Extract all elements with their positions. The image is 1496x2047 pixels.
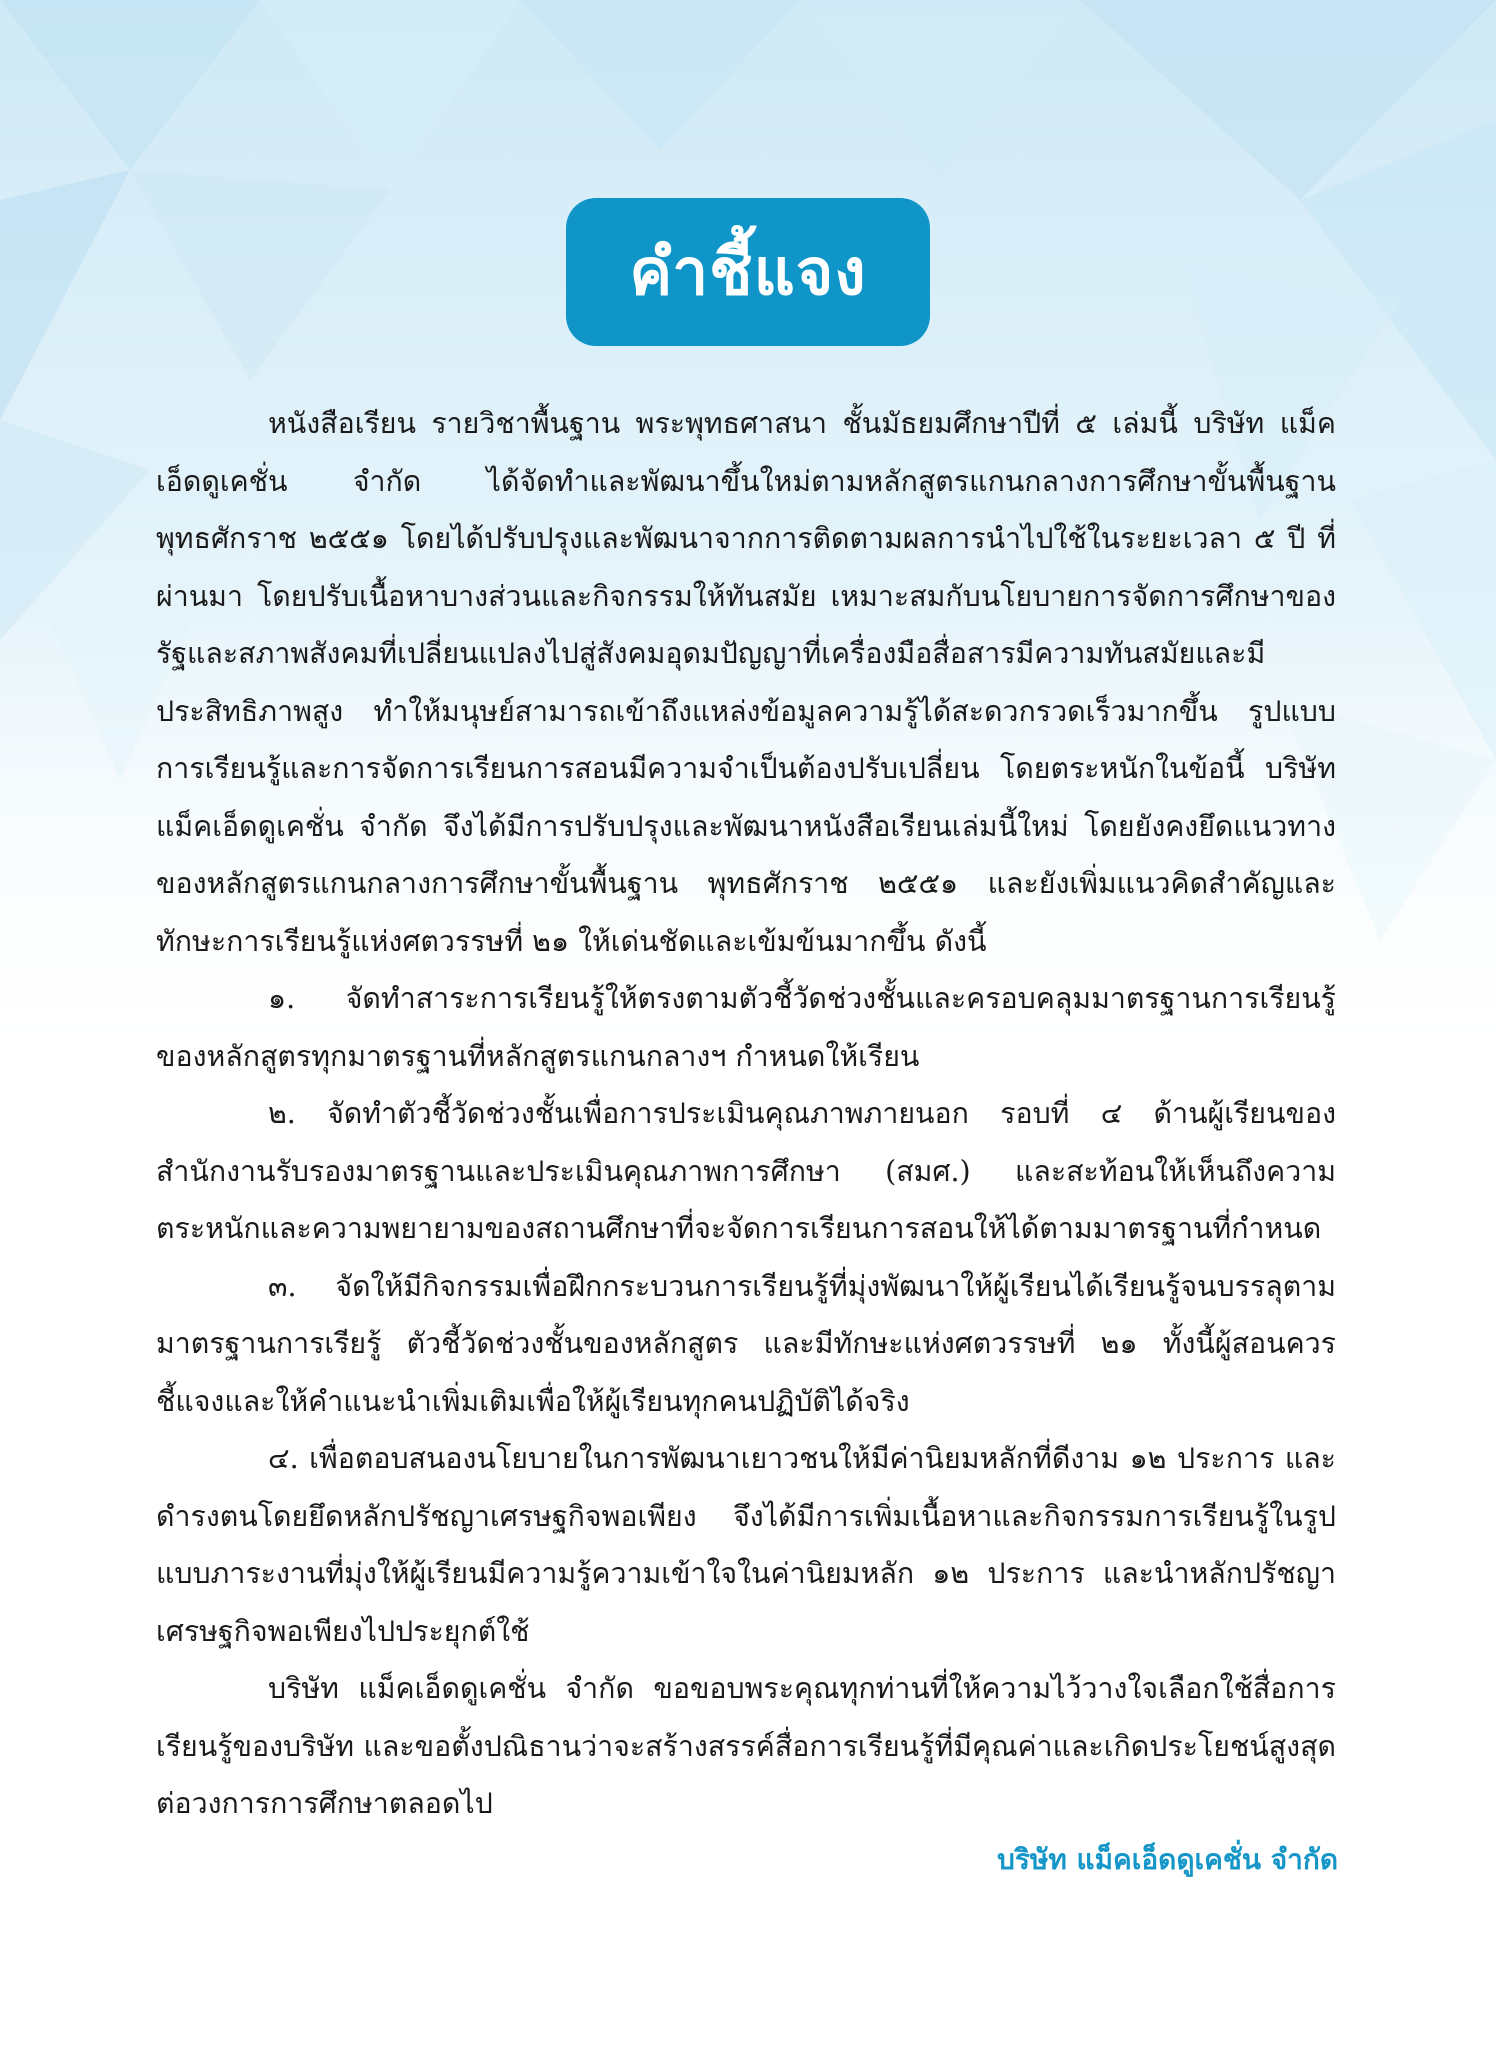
title-banner — [566, 198, 930, 346]
list-item: ๔. เพื่อตอบสนองนโยบายในการพัฒนาเยาวชนให้มีค่านิยมหลักที่ดีงาม ๑๒ ประการ และดำรงตนโดยยึดหลักปรัชญาเศรษฐกิจพอเพียง จึงได้มีการเพิ่มเนื้อหาและกิจกรรมการเรียนรู้ในรูปแบบภาระงานที่มุ่งให้ผู้เรียนมีความรู้ความเข้าใจในค่านิยมหลัก ๑๒ ประการ และนำหลักปรัชญาเศรษฐกิจพอเพียงไปประยุกต์ใช้ — [156, 1442, 1336, 1648]
company-signature: บริษัท แม็คเอ็ดดูเคชั่น จำกัด — [997, 1843, 1338, 1876]
page-title: คำชี้แจง — [629, 236, 867, 310]
list-item: ๓. จัดให้มีกิจกรรมเพื่อฝึกกระบวนการเรียนรู้ที่มุ่งพัฒนาให้ผู้เรียนได้เรียนรู้จนบรรลุตามมาตรฐานการเรียรู้ ตัวชี้วัดช่วงชั้นของหลักสูตร และมีทักษะแห่งศตวรรษที่ ๒๑ ทั้งนี้ผู้สอนควรชี้แจงและให้คำแนะนำเพิ่มเติมเพื่อให้ผู้เรียนทุกคนปฏิบัติได้จริง — [156, 1269, 1336, 1418]
list-item: ๑. จัดทำสาระการเรียนรู้ให้ตรงตามตัวชี้วัดช่วงชั้นและครอบคลุมมาตรฐานการเรียนรู้ของหลักสูตรทุกมาตรฐานที่หลักสูตรแกนกลางฯ กำหนดให้เรียน — [156, 982, 1336, 1073]
closing-paragraph: บริษัท แม็คเอ็ดดูเคชั่น จำกัด ขอขอบพระคุณทุกท่านที่ให้ความไว้วางใจเลือกใช้สื่อการเรียนรู้ของบริษัท และขอตั้งปณิธานว่าจะสร้างสรรค์สื่อการเรียนรู้ที่มีคุณค่าและเกิดประโยชน์สูงสุดต่อวงการการศึกษาตลอดไป — [156, 1672, 1336, 1820]
list-item: ๒. จัดทำตัวชี้วัดช่วงชั้นเพื่อการประเมินคุณภาพภายนอก รอบที่ ๔ ด้านผู้เรียนของสำนักงานรับรองมาตรฐานและประเมินคุณภาพการศึกษา (สมศ.) และสะท้อนให้เห็นถึงความตระหนักและความพยายามของสถานศึกษาที่จะจัดการเรียนการสอนให้ได้ตามมาตรฐานที่กำหนด — [156, 1097, 1336, 1245]
main-content — [156, 395, 1336, 1833]
intro-paragraph: หนังสือเรียน รายวิชาพื้นฐาน พระพุทธศาสนา ชั้นมัธยมศึกษาปีที่ ๕ เล่มนี้ บริษัท แม็คเอ็ดดูเคชั่น จำกัด ได้จัดทำและพัฒนาขึ้นใหม่ตามหลักสูตรแกนกลางการศึกษาขั้นพื้นฐาน พุทธศักราช ๒๕๕๑ โดยได้ปรับปรุงและพัฒนาจากการติดตามผลการนำไปใช้ในระยะเวลา ๕ ปี ที่ผ่านมา โดยปรับเนื้อหาบางส่วนและกิจกรรมให้ทันสมัย เหมาะสมกับนโยบายการจัดการศึกษาของรัฐและสภาพสังคมที่เปลี่ยนแปลงไปสู่สังคมอุดมปัญญาที่เครื่องมือสื่อสารมีความทันสมัยและมีประสิทธิภาพสูง ทำให้มนุษย์สามารถเข้าถึงแหล่งข้อมูลความรู้ได้สะดวกรวดเร็วมากขึ้น รูปแบบการเรียนรู้และการจัดการเรียนการสอนมีความจำเป็นต้องปรับเปลี่ยน โดยตระหนักในข้อนี้ บริษัท แม็คเอ็ดดูเคชั่น จำกัด จึงได้มีการปรับปรุงและพัฒนาหนังสือเรียนเล่มนี้ใหม่ โดยยังคงยึดแนวทางของหลักสูตรแกนกลางการศึกษาขั้นพื้นฐาน พุทธศักราช ๒๕๕๑ และยังเพิ่มแนวคิดสำคัญและทักษะการเรียนรู้แห่งศตวรรษที่ ๒๑ ให้เด่นชัดและเข้มข้นมากขึ้น ดังนี้ — [156, 407, 1336, 958]
